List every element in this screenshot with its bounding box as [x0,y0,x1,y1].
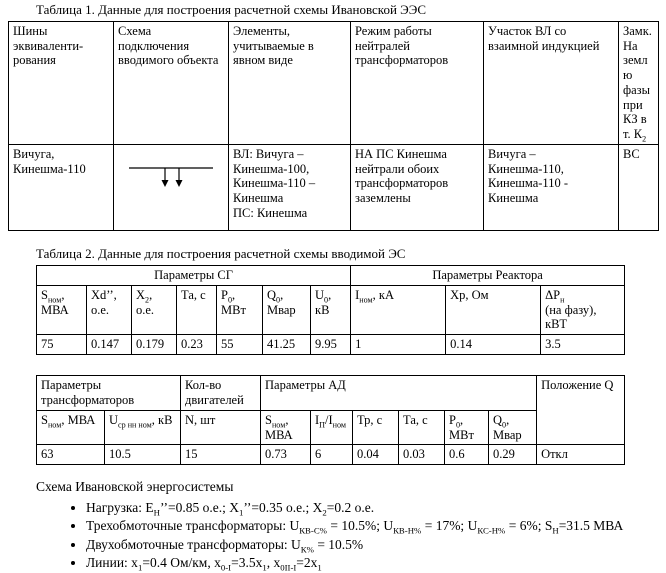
table1 [8,21,659,231]
note-lines: • Линии: $x_1=0.4$ Ом/км, $x_{0-I}=3.5x_1$, $x_{0II-I}=2x_1$ [86,554,658,571]
table3-header-ta: Та, с [399,410,445,445]
table3-value-usr: 10.5 [105,445,181,465]
table2 [36,265,625,355]
spacer [8,355,658,375]
table2-header-x2: $X_2$, о.е. [132,285,177,334]
table3-value-q0: 0.29 [489,445,537,465]
table3-group-row [37,375,625,410]
table3-value-n: 15 [181,445,261,465]
table3 [36,375,625,465]
table3-header-p0: $Р_0$, МВт [445,410,489,445]
table1-header-neutral-mode: Режим работы нейтралей трансформаторов [351,21,484,144]
table3-data-row [37,445,625,465]
table1-cell-neutral-mode: НА ПС Кинешма нейтрали обоих трансформаторов заземлены [351,144,484,230]
table1-header-mutual-induction: Участок ВЛ со взаимной индукцией [484,21,619,144]
table2-value-xr: 0.14 [446,335,541,355]
notes-list [86,499,658,571]
table2-header-snom: $S_{ном}$, МВА [37,285,87,334]
table3-value-p0: 0.6 [445,445,489,465]
table2-header-xr: Хр, Ом [446,285,541,334]
bus-two-feeders-icon [123,159,219,193]
table3-header-snom-ad: $S_{ном}$, МВА [261,410,311,445]
table2-header-dpn: $\Delta Р_н$ (на фазу), кВТ [541,285,625,334]
table3-value-ip-inom: 6 [311,445,353,465]
table2-data-row [37,335,625,355]
table2-group-row [37,265,625,285]
table2-value-snom: 75 [37,335,87,355]
table3-header-usr: $U_{ср нн ном}$, кВ [105,410,181,445]
table1-header-grounded-phase: Замк. На землю фазы при КЗ в т. $К_2$ [619,21,659,144]
table1-caption: Таблица 1. Данные для построения расчетной схемы Ивановской ЭЭС [36,2,426,17]
table3-header-n: N, шт [181,410,261,445]
table2-value-q0: 41.25 [263,335,311,355]
table3-header-tr: Тр, с [353,410,399,445]
table3-value-tr: 0.04 [353,445,399,465]
table2-value-dpn: 3.5 [541,335,625,355]
table2-value-xd: 0.147 [87,335,132,355]
table2-caption: Таблица 2. Данные для построения расчетной схемы вводимой ЭС [36,245,406,261]
table3-header-ip-inom: $I_П/I_{ном}$ [311,410,353,445]
table1-header-busbars: Шины эквиваленти-рования [9,21,114,144]
table3-value-ta: 0.03 [399,445,445,465]
table3-header-snom-tr: $S_{ном}$, МВА [37,410,105,445]
table3-group-induction-motor: Параметры АД [261,375,537,410]
table1-header-explicit-elements: Элементы, учитываемые в явном виде [229,21,351,144]
table3-group-motor-count: Кол-во двигателей [181,375,261,410]
table2-header-xd: Xd’’, о.е. [87,285,132,334]
table3-value-q-position: Откл [537,445,625,465]
table2-group-generator: Параметры СГ [37,265,351,285]
table2-value-u0: 9.95 [311,335,351,355]
table1-data-row [9,144,659,230]
table2-header-inom: $I_{ном}$, кА [351,285,446,334]
table1-cell-busbars: Вичуга, Кинешма-110 [9,144,114,230]
table2-header-u0: $U_0$, кВ [311,285,351,334]
table2-header-q0: $Q_0$, Мвар [263,285,311,334]
table1-header-connection-scheme: Схема подключения вводимого объекта [114,21,229,144]
table2-header-p0: $Р_0$, МВт [217,285,263,334]
table1-cell-connection-scheme [114,144,229,230]
table3-group-q-position: Положение Q [537,375,625,445]
table2-header-ta: Та, с [177,285,217,334]
table2-value-x2: 0.179 [132,335,177,355]
note-load: • Нагрузка: $Е_Н’’=0.85$ о.е.; $X_1’’=0.35$ о.е.; $X_2=0.2$ о.е. [86,499,658,516]
table3-group-transformers: Параметры трансформаторов [37,375,181,410]
table1-header-row [9,21,659,144]
note-two-winding-transformers: • Двухобмоточные трансформаторы: $U_{К\%} = 10.5\%$ [86,536,658,553]
table3-header-row [37,410,625,445]
table2-header-row [37,285,625,334]
table3-header-q0: $Q_0$, Мвар [489,410,537,445]
table3-value-snom-ad: 0.73 [261,445,311,465]
table1-cell-grounded-phase: ВС [619,144,659,230]
table2-value-inom: 1 [351,335,446,355]
table1-cell-mutual-induction: Вичуга – Кинешма-110, Кинешма-110 - Кинешма [484,144,619,230]
spacer [8,231,658,247]
table2-value-ta: 0.23 [177,335,217,355]
notes-title: Схема Ивановской энергосистемы [36,479,234,495]
table1-cell-explicit-elements: ВЛ: Вичуга – Кинешма-100, Кинешма-110 – Кинешма ПС: Кинешма [229,144,351,230]
table3-value-snom-tr: 63 [37,445,105,465]
table2-group-reactor: Параметры Реактора [351,265,625,285]
note-three-winding-transformers: • Трехобмоточные трансформаторы: $U_{КВ-С\%} = 10.5\%$; $U_{КВ-Н\%} = 17\%$; $U_{КС-Н\%} = 6\%$; $S_Н=31.5$ МВА [86,517,658,534]
table2-value-p0: 55 [217,335,263,355]
